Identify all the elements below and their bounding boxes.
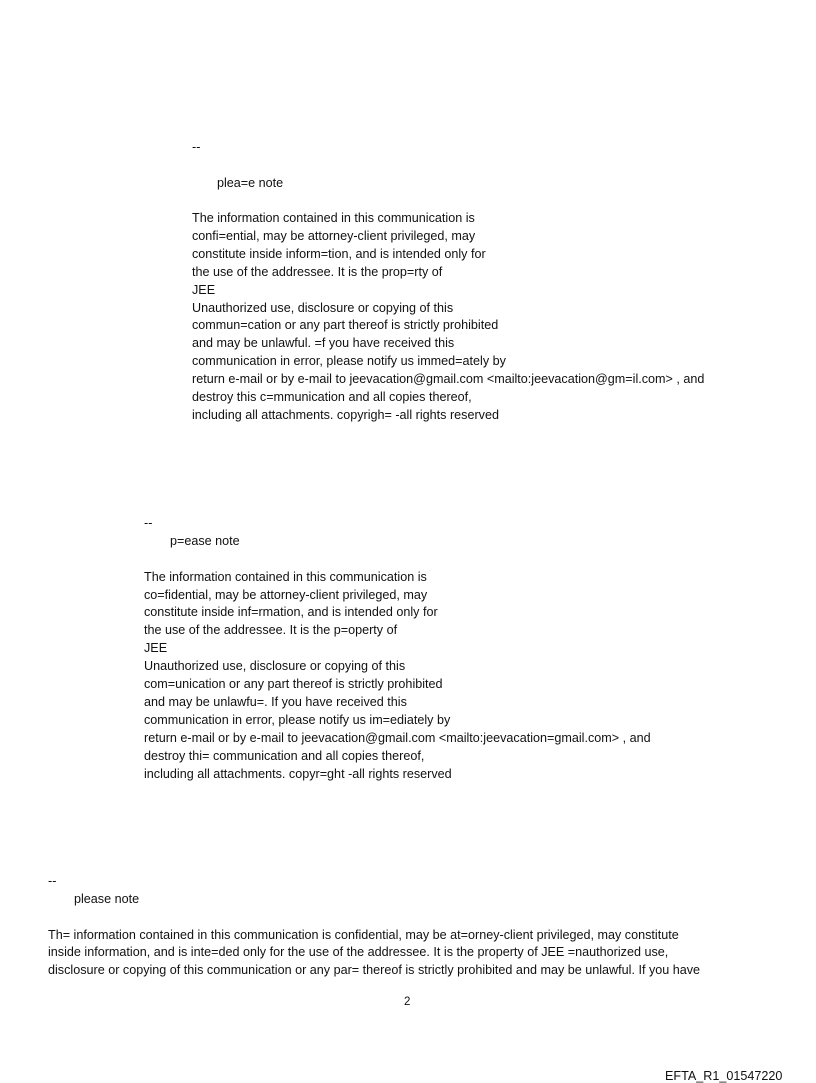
disclaimer-line: JEE — [144, 641, 168, 655]
disclaimer-line: constitute inside inf=rmation, and is intended only for — [144, 605, 438, 619]
separator-dash: -- — [144, 516, 153, 530]
disclaimer-line: Th= information contained in this communication is confidential, may be at=orney-client privileged, may constitute — [48, 928, 679, 942]
disclaimer-line: destroy this c=mmunication and all copies thereof, — [192, 390, 472, 404]
disclaimer-line: including all attachments. copyr=ght -all rights reserved — [144, 767, 452, 781]
disclaimer-line: JEE — [192, 283, 216, 297]
disclaimer-line: return e-mail or by e-mail to jeevacation@gmail.com <mailto:jeevacation=gmail.com> , and — [144, 731, 651, 745]
disclaimer-line: Unauthorized use, disclosure or copying of this — [144, 659, 406, 673]
disclaimer-line: inside information, and is inte=ded only for the use of the addressee. It is the property of JEE =nauthorized use, — [48, 945, 669, 959]
disclaimer-line: including all attachments. copyrigh= -all rights reserved — [192, 408, 499, 422]
disclaimer-line: commun=cation or any part thereof is strictly prohibited — [192, 318, 499, 332]
note-heading: p=ease note — [170, 534, 240, 548]
disclaimer-line: the use of the addressee. It is the p=operty of — [144, 623, 398, 637]
disclaimer-line: Unauthorized use, disclosure or copying of this — [192, 301, 454, 315]
disclaimer-line: destroy thi= communication and all copies thereof, — [144, 749, 425, 763]
note-heading: please note — [74, 892, 140, 906]
disclaimer-line: confi=ential, may be attorney-client privileged, may — [192, 229, 476, 243]
disclaimer-line: communication in error, please notify us immed=ately by — [192, 354, 506, 368]
disclaimer-line: The information contained in this communication is — [144, 570, 427, 584]
disclaimer-line: co=fidential, may be attorney-client privileged, may — [144, 588, 428, 602]
separator-dash: -- — [48, 874, 57, 888]
page-number: 2 — [404, 996, 411, 1008]
disclaimer-line: constitute inside inform=tion, and is intended only for — [192, 247, 486, 261]
note-heading: plea=e note — [217, 176, 284, 190]
disclaimer-line: the use of the addressee. It is the prop=rty of — [192, 265, 443, 279]
disclaimer-line: communication in error, please notify us im=ediately by — [144, 713, 451, 727]
disclaimer-line: disclosure or copying of this communication or any par= thereof is strictly prohibited and may be unlawful. If you have — [48, 963, 701, 977]
document-id: EFTA_R1_01547220 — [665, 1068, 783, 1083]
disclaimer-line: return e-mail or by e-mail to jeevacation@gmail.com <mailto:jeevacation@gm=il.com> , and — [192, 372, 705, 386]
disclaimer-line: and may be unlawful. =f you have received this — [192, 336, 455, 350]
separator-dash: -- — [192, 140, 201, 154]
disclaimer-line: The information contained in this communication is — [192, 211, 475, 225]
disclaimer-line: com=unication or any part thereof is strictly prohibited — [144, 677, 443, 691]
disclaimer-line: and may be unlawfu=. If you have received this — [144, 695, 407, 709]
